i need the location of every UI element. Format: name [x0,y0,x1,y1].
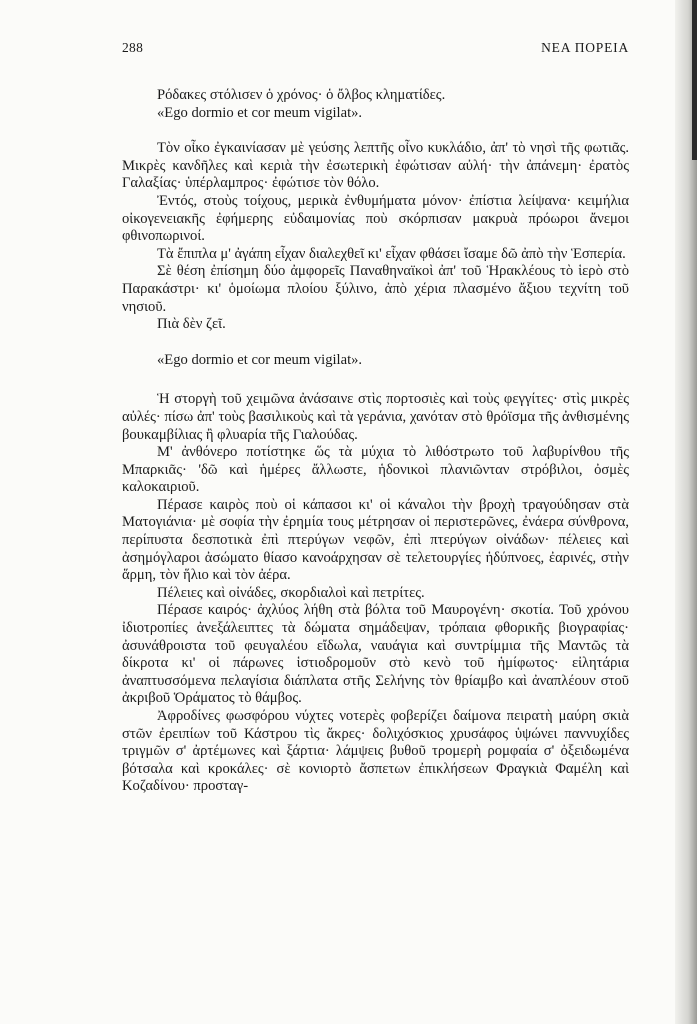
paragraph: Τὸν οἶκο ἐγκαινίασαν μὲ γεύσης λεπτῆς οἶνο κυκλάδιο, ἀπ' τὸ νησὶ τῆς φωτιᾶς. Μικρὲς κανδῆλες καὶ κεριὰ τὴν ἐσωτερικὴ ἐφώτισαν αὐλή· τὴν ἀπάνεμη· ἐρατὸς Γαλαξίας· ὑπέρλαμπρος· ἐφώτισε τὸν θόλο. [122,140,629,192]
epigraph-line-2: «Ego dormio et cor meum vigilat». [157,104,363,121]
paragraph: Ἀφροδίνες φωσφόρου νύχτες νοτερὲς φοβερίζει δαίμονα πειρατὴ μαύρη σκιὰ στῶν ἐρειπίων τοῦ Κάστρου τὶς ἄκρες· δολιχόσκιος χρυσάφος ὑψώνει παννυχίδες τριγμῶν σ' ἀρτέμωνες καὶ ξάρτια· λάμψεις βυθοῦ τρομερὴ ρομφαία σ' ὀξειδωμένα βότσαλα καὶ κροκάλες· σὲ κονιορτὸ ἄσπετων ἐπικλήσεων Φραγκιὰ Φαμέλη καὶ Κοζαδίνου· προσταγ- [122,708,629,795]
paragraph: Τὰ ἔπιπλα μ' ἀγάπη εἶχαν διαλεχθεῖ κι' εἶχαν φθάσει ἴσαμε δῶ ἀπὸ τὴν Ἑσπερία. [157,245,626,262]
page-body [122,87,629,796]
paragraph: Πέλειες καὶ οἰνάδες, σκορδιαλοὶ καὶ πετρίτες. [157,584,425,601]
page-edge-dark [692,0,697,160]
paragraph: Ἐντός, στοὺς τοίχους, μερικὰ ἐνθυμήματα μόνον· ἐπίστια λείψανα· κειμήλια οἰκογενειακῆς ἐφήμερης εὐδαιμονίας ποὺ σκόρπισαν μακρυὰ πρόωροι ἄνεμοι φθινοπωρινοί. [122,192,629,245]
paragraph: Πέρασε καιρός· ἀχλύος λήθη στὰ βόλτα τοῦ Μαυρογένη· σκοτία. Τοῦ χρόνου ἰδιοτροπίες ἀνεξάλειπτες τὰ δώματα σημάδεψαν, τρόπαια φθορικῆς βιογραφίας· ἀσυνάθροιστα τοῦ φευγαλέου εἴδωλα, ναυάγια καὶ συντρίμμια τῆς Μαντῶς τὰ δίκροτα κι' οἱ πάρωνες ἱστιοδρομοῦν στὸ κενὸ τοῦ ἡμίφωτος· εἰλητάρια ἀναπτυσσόμενα πελαγίσια διάπλατα στῆς Σελήνης τὸν θρίαμβο καὶ ἀναπλέουν στοῦ ἀκριβοῦ Ὁράματος τὸ θάμβος. [122,602,629,707]
paragraph: Ἡ στοργὴ τοῦ χειμῶνα ἀνάσαινε στὶς πορτοσιὲς καὶ τοὺς φεγγίτες· στὶς μικρὲς αὐλές· πίσω ἀπ' τοὺς βασιλικοὺς καὶ τὰ γεράνια, χανόταν στὸ θρόϊσμα τῆς ἀνθισμένης βουκαμβίλιας ἢ φλυαρία τῆς Γιαλούδας. [122,391,629,443]
running-title: ΝΕΑ ΠΟΡΕΙΑ [541,40,629,55]
epigraph-line-1: Ρόδακες στόλισεν ὁ χρόνος· ὁ ὄλβος κληματίδες. [157,87,446,103]
paragraph: Σὲ θέση ἐπίσημη δύο ἀμφορεῖς Παναθηναϊκοὶ ἀπ' τοῦ Ἡρακλέους τὸ ἱερὸ στὸ Παρακάστρι· κι' ὁμοίωμα πλοίου ξύλινο, ἀπὸ χέρια πλασμένο ἄξιου τεχνίτη τοῦ νησιοῦ. [122,263,629,315]
paragraph: Μ' ἀνθόνερο ποτίστηκε ὥς τὰ μύχια τὸ λιθόστρωτο τοῦ λαβυρίνθου τῆς Μπαρκιᾶς· 'δῶ καὶ ἡμέρες ἄλλωστε, ἡδονικοὶ πλανιῶνταν στρόβιλοι, ὀσμὲς καλοκαιριοῦ. [122,444,629,496]
quote-line: «Ego dormio et cor meum vigilat». [157,351,363,368]
paragraph: Πιὰ δὲν ζεῖ. [157,316,226,333]
paragraph: Πέρασε καιρὸς ποὺ οἱ κάπασοι κι' οἱ κάναλοι τὴν βροχὴ τραγούδησαν στὰ Ματογιάνια· μὲ σοφία τὴν ἐρημία τους μέτρησαν οἱ περιστερῶνες, ἐνάερα σύνθρονα, περίπυστα δεσποτικὰ ἐπὶ πτερύγων νεφῶν, ἐπὶ πτερύγων οἰνάδων· πέλειες καὶ ἀσημόγλαροι ἀσώματο θίασο κανοάρχησαν σὲ τελετουργίες ἡδύπνοες, ἐαρινές, στὴν ἅρμη, τὸν ἥλιο καὶ τὸν ἀέρα. [122,496,629,584]
page-number: 288 [122,40,144,55]
